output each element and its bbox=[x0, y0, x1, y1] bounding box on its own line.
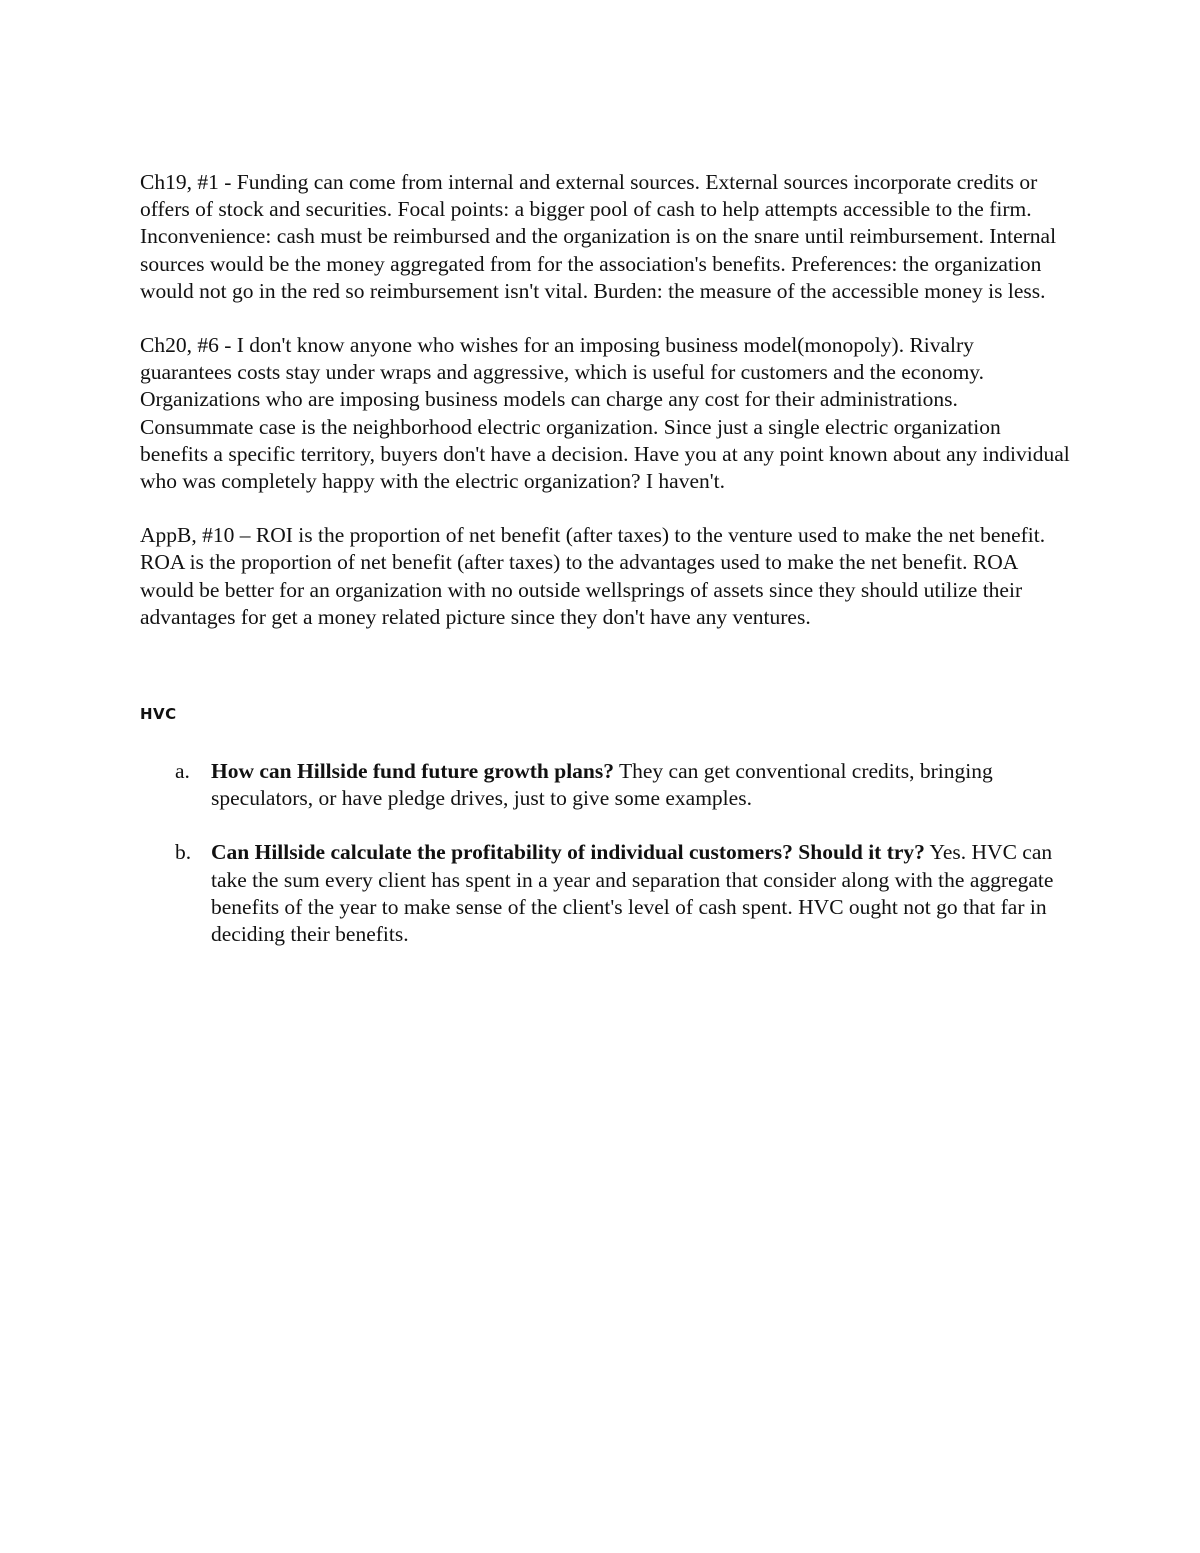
list-marker: a. bbox=[175, 759, 190, 784]
paragraph-ch19: Ch19, #1 - Funding can come from internal and external sources. External sources incorporate credits or offers of stock and securities. Focal points: a bigger pool of cash to help attempts accessible to the firm. Inconvenience: cash must be reimbursed and the organization is on the snare until reimbursement. Internal sources would be the money aggregated from for the association's benefits. Preferences: the organization would not go in the red so reimbursement isn't vital. Burden: the measure of the accessible money is less. bbox=[140, 170, 1057, 303]
list-item bbox=[140, 758, 1070, 812]
answer-text: Yes. HVC can take the sum every client has spent in a year and separation that consider along with the aggregate benefits of the year to make sense of the client's level of cash spent. HVC ought not go that far in deciding their benefits. bbox=[211, 840, 1054, 947]
qa-list bbox=[140, 758, 1070, 948]
document-body bbox=[140, 169, 1070, 975]
paragraph-appb: AppB, #10 – ROI is the proportion of net benefit (after taxes) to the venture used to make the net benefit. ROA is the proportion of net benefit (after taxes) to the advantages used to make the net benefit. ROA would be better for an organization with no outside wellsprings of assets since they should utilize their advantages for get a money related picture since they don't have any ventures. bbox=[140, 523, 1046, 629]
paragraph-ch20: Ch20, #6 - I don't know anyone who wishes for an imposing business model(monopoly). Rivalry guarantees costs stay under wraps and aggressive, which is useful for customers and the economy. Organizations who are imposing business models can charge any cost for their administrations. Consummate case is the neighborhood electric organization. Since just a single electric organization benefits a specific territory, buyers don't have a decision. Have you at any point known about any individual who was completely happy with the electric organization? I haven't. bbox=[140, 333, 1070, 494]
answer-text: They can get conventional credits, bringing speculators, or have pledge drives, just to give some examples. bbox=[211, 759, 993, 811]
question-text: Can Hillside calculate the profitability of individual customers? Should it try? bbox=[211, 840, 925, 865]
question-text: How can Hillside fund future growth plans? bbox=[211, 759, 614, 784]
list-marker: b. bbox=[175, 840, 192, 865]
list-item bbox=[140, 839, 1070, 948]
section-heading-hvc: HVC bbox=[140, 705, 177, 724]
